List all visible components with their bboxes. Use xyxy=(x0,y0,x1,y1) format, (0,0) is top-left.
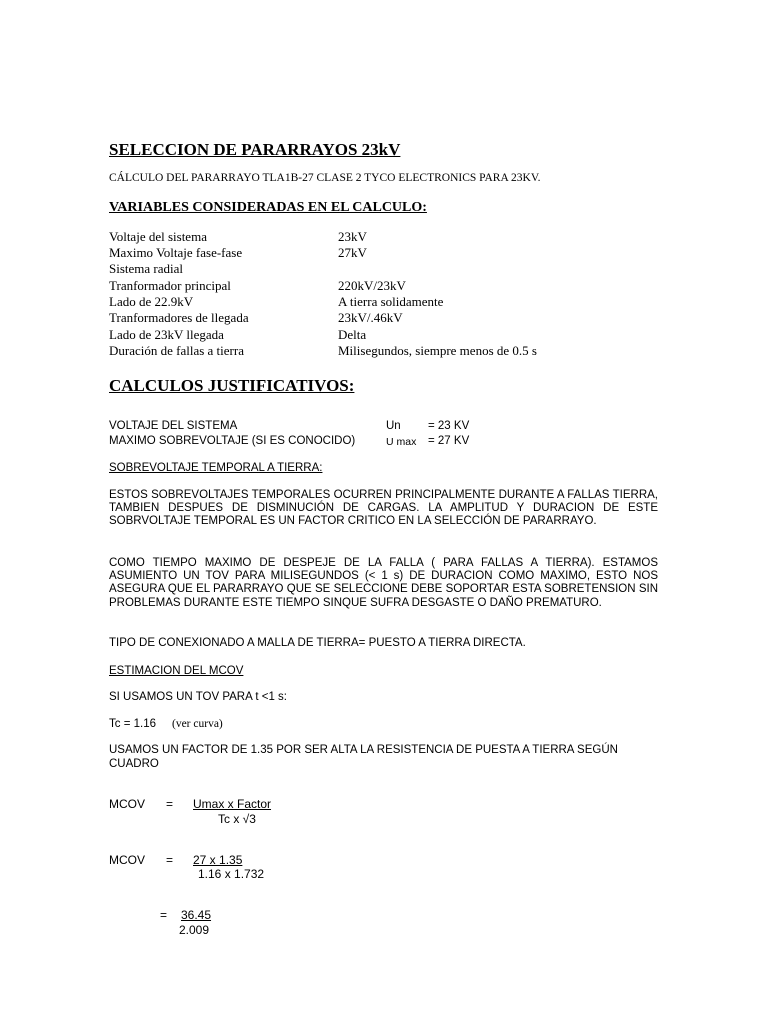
variable-label: Duración de fallas a tierra xyxy=(109,343,244,358)
formula-lhs: MCOV xyxy=(109,853,145,867)
variable-label: Tranformador principal xyxy=(109,278,231,293)
conexion-text: TIPO DE CONEXIONADO A MALLA DE TIERRA= PUESTO A TIERRA DIRECTA. xyxy=(109,637,526,649)
formula-denominator: Tc x √3 xyxy=(218,812,256,826)
factor-text: USAMOS UN FACTOR DE 1.35 POR SER ALTA LA RESISTENCIA DE PUESTA A TIERRA SEGÚN CUADRO xyxy=(109,744,618,770)
variable-value: 23kV xyxy=(338,229,367,244)
formula-numerator: 36.45 xyxy=(181,908,212,922)
paragraph-clearing: COMO TIEMPO MAXIMO DE DESPEJE DE LA FALLA ( PARA FALLAS A TIERRA). ESTAMOS ASUMIENTO UN TOV PARA MILISEGUNDOS (< 1 s) DE DURACION COMO MAXIMO, ESTO NOS ASEGURA QUE EL PARARRAYO QUE SE SELECCIONE DEBE SOPORTAR ESTA SOBRETENSION SIN PROBLEMAS DURANTE ESTE TIEMPO SINQUE SUFRA DESGASTE O DAÑO PREMATURO. xyxy=(109,557,658,609)
formula-denominator: 2.009 xyxy=(179,923,210,937)
formula-equals: = xyxy=(166,797,174,811)
variables-heading: VARIABLES CONSIDERADAS EN EL CALCULO: xyxy=(109,200,427,215)
system-symbol: U max xyxy=(386,436,417,448)
formula-equals: = xyxy=(160,908,168,922)
document-subtitle: CÁLCULO DEL PARARRAYO TLA1B-27 CLASE 2 TYCO ELECTRONICS PARA 23KV. xyxy=(109,172,541,184)
system-value: = 23 KV xyxy=(428,420,470,432)
tc-note: (ver curva) xyxy=(172,718,223,730)
mcov-heading: ESTIMACION DEL MCOV xyxy=(109,665,244,677)
formula-numerator: Umax x Factor xyxy=(193,797,272,811)
formula-equals: = xyxy=(166,853,174,867)
variable-value: 27kV xyxy=(338,245,367,260)
variable-value: Milisegundos, siempre menos de 0.5 s xyxy=(338,343,537,358)
system-symbol: Un xyxy=(386,420,401,432)
variable-label: Sistema radial xyxy=(109,261,184,276)
page-title: SELECCION DE PARARRAYOS 23kV xyxy=(109,140,401,159)
tov-line: SI USAMOS UN TOV PARA t <1 s: xyxy=(109,691,287,703)
formula-denominator: 1.16 x 1.732 xyxy=(198,867,265,881)
variable-label: Maximo Voltaje fase-fase xyxy=(109,245,243,260)
tov-heading: SOBREVOLTAJE TEMPORAL A TIERRA: xyxy=(109,462,323,474)
variable-value: Delta xyxy=(338,327,367,342)
formula-lhs: MCOV xyxy=(109,797,145,811)
variable-label: Lado de 23kV llegada xyxy=(109,327,224,342)
system-label: VOLTAJE DEL SISTEMA xyxy=(109,420,238,432)
variable-value: 220kV/23kV xyxy=(338,278,406,293)
system-label: MAXIMO SOBREVOLTAJE (SI ES CONOCIDO) xyxy=(109,435,356,447)
tc-value: Tc = 1.16 xyxy=(109,718,156,730)
variable-value: A tierra solidamente xyxy=(338,294,444,309)
calc-heading: CALCULOS JUSTIFICATIVOS: xyxy=(109,376,355,395)
paragraph-tov: ESTOS SOBREVOLTAJES TEMPORALES OCURREN PRINCIPALMENTE DURANTE A FALLAS TIERRA, TAMBIEN DESPUES DE DISMINUCIÓN DE CARGAS. LA AMPLITUD Y DURACION DE ESTE SOBRVOLTAJE TEMPORAL ES UN FACTOR CRITICO EN LA SELECCIÓN DE PARARRAYO. xyxy=(109,489,658,528)
system-value: = 27 KV xyxy=(428,435,470,447)
variable-label: Voltaje del sistema xyxy=(109,229,207,244)
variable-label: Tranformadores de llegada xyxy=(109,310,249,325)
formula-numerator: 27 x 1.35 xyxy=(193,853,243,867)
variable-value: 23kV/.46kV xyxy=(338,310,403,325)
variable-label: Lado de 22.9kV xyxy=(109,294,194,309)
